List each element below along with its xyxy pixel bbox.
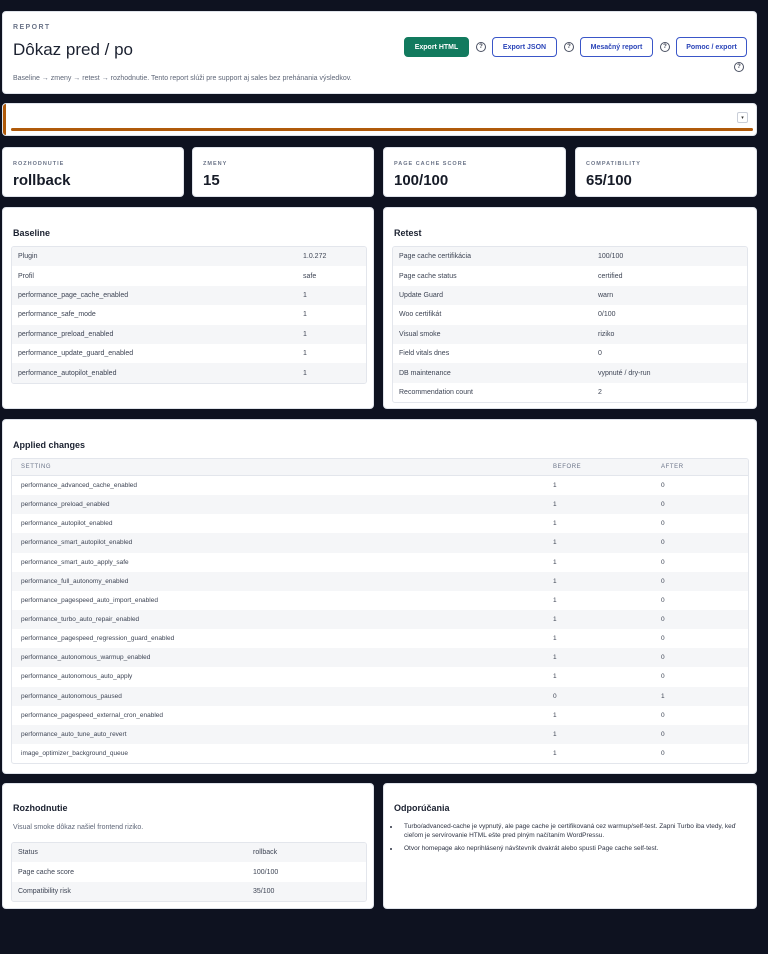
monthly-report-button[interactable]: Mesačný report: [580, 37, 653, 57]
metric-label: PAGE CACHE SCORE: [394, 161, 468, 167]
row-value: warn: [598, 291, 614, 299]
cell-after: 1: [661, 692, 665, 700]
table-row: [393, 266, 747, 285]
export-json-button[interactable]: Export JSON: [492, 37, 557, 57]
report-header: [2, 11, 757, 94]
cell-before: 1: [553, 654, 557, 662]
changes-table: [11, 458, 749, 764]
cell-after: 0: [661, 654, 665, 662]
row-value: 1: [303, 369, 307, 377]
cell-before: 1: [553, 596, 557, 604]
row-value: vypnuté / dry-run: [598, 369, 651, 377]
decision-table: [11, 842, 367, 902]
table-row: [12, 363, 366, 382]
table-row: [12, 744, 748, 763]
chevron-down-icon[interactable]: ▾: [737, 112, 748, 123]
row-value: 1: [303, 330, 307, 338]
cell-setting: performance_autopilot_enabled: [21, 520, 113, 528]
cell-setting: image_optimizer_background_queue: [21, 749, 128, 757]
row-key: Page cache certifikácia: [399, 253, 471, 261]
cell-setting: performance_advanced_cache_enabled: [21, 482, 138, 489]
metric-card-changes: [192, 147, 374, 197]
page-subtitle: Baseline → zmeny → retest → rozhodnutie. Tento report slúži pre support aj sales bez prehánania výsledkov.: [13, 75, 352, 82]
table-row: [12, 725, 748, 744]
table-row: [12, 610, 748, 629]
row-key: performance_update_guard_enabled: [18, 350, 134, 358]
table-row: [12, 286, 366, 305]
table-row: [12, 495, 748, 514]
cell-before: 1: [553, 749, 557, 757]
report-kicker: REPORT: [13, 24, 51, 31]
help-icon[interactable]: ?: [476, 42, 486, 52]
table-row: [12, 572, 748, 591]
cell-after: 0: [661, 635, 665, 643]
row-value: safe: [303, 272, 317, 280]
metric-value: rollback: [13, 172, 71, 189]
row-value: 1.0.272: [303, 253, 327, 261]
row-key: Status: [18, 849, 38, 857]
metric-label: ROZHODNUTIE: [13, 161, 65, 167]
changes-body: [12, 476, 748, 763]
cell-after: 0: [661, 711, 665, 719]
table-row: [12, 843, 366, 862]
table-row: [12, 591, 748, 610]
table-row: [393, 344, 747, 363]
panel-title: Rozhodnutie: [13, 803, 68, 813]
row-key: Field vitals dnes: [399, 350, 450, 358]
table-row: [393, 325, 747, 344]
cell-setting: performance_smart_auto_apply_safe: [21, 558, 129, 566]
metric-card-decision: [2, 147, 184, 197]
cell-after: 0: [661, 596, 665, 604]
panel-title: Applied changes: [13, 440, 86, 450]
cell-setting: performance_pagespeed_regression_guard_enabled: [21, 635, 175, 643]
metric-value: 65/100: [586, 172, 632, 189]
cell-setting: performance_autonomous_auto_apply: [21, 673, 133, 681]
table-header: [12, 459, 748, 476]
row-value: 1: [303, 311, 307, 319]
row-key: Recommendation count: [399, 388, 473, 396]
column-header-setting: SETTING: [21, 464, 52, 470]
cell-setting: performance_auto_tune_auto_revert: [21, 730, 127, 738]
row-key: Profil: [18, 272, 34, 280]
row-value: rollback: [253, 849, 278, 857]
cell-setting: performance_autonomous_warmup_enabled: [21, 654, 151, 662]
table-row: [12, 266, 366, 285]
row-key: performance_safe_mode: [18, 311, 96, 319]
cell-setting: performance_pagespeed_external_cron_enabled: [21, 711, 164, 719]
cell-after: 0: [661, 520, 665, 528]
row-value: 100/100: [598, 253, 624, 261]
cell-before: 0: [553, 692, 557, 700]
cell-setting: performance_turbo_auto_repair_enabled: [21, 615, 140, 623]
table-row: [12, 305, 366, 324]
panel-title: Baseline: [13, 228, 51, 238]
help-icon[interactable]: ?: [734, 62, 744, 72]
cell-before: 1: [553, 635, 557, 643]
table-row: [12, 476, 748, 495]
table-row: [12, 533, 748, 552]
export-html-button[interactable]: Export HTML: [404, 37, 469, 57]
help-icon[interactable]: ?: [660, 42, 670, 52]
table-row: [12, 247, 366, 266]
row-key: Compatibility risk: [18, 887, 71, 895]
panel-title: Odporúčania: [394, 803, 450, 813]
cell-before: 1: [553, 711, 557, 719]
help-export-button[interactable]: Pomoc / export: [676, 37, 747, 57]
baseline-panel: [2, 207, 374, 409]
metric-value: 15: [203, 172, 220, 189]
help-icon[interactable]: ?: [564, 42, 574, 52]
row-value: 35/100: [253, 887, 275, 895]
table-row: [393, 363, 747, 382]
cell-after: 0: [661, 558, 665, 566]
list-item: • Otvor homepage ako neprihlásený návštevník dvakrát alebo spusti Page cache self-test.: [400, 844, 755, 853]
table-row: [393, 305, 747, 324]
cell-before: 1: [553, 615, 557, 623]
retest-panel: [383, 207, 757, 409]
metric-label: COMPATIBILITY: [586, 161, 641, 167]
row-key: Page cache status: [399, 272, 457, 280]
cell-before: 1: [553, 673, 557, 681]
table-row: [393, 383, 747, 402]
cell-before: 1: [553, 539, 557, 547]
progress-panel: [2, 103, 757, 136]
cell-before: 1: [553, 730, 557, 738]
column-header-after: AFTER: [661, 464, 684, 470]
list-item: • Turbo/advanced-cache je vypnutý, ale page cache je certifikovaná cez warmup/self-test. Zapni Turbo iba vtedy, keď cieľom je servírovanie HTML ešte pred plným načítaním WordPressu.: [400, 822, 755, 840]
panel-title: Retest: [394, 228, 422, 238]
row-value: 1: [303, 350, 307, 358]
row-value: certified: [598, 272, 623, 280]
row-value: 2: [598, 388, 602, 396]
row-key: performance_preload_enabled: [18, 330, 114, 338]
progress-fill: [11, 128, 753, 131]
cell-setting: performance_preload_enabled: [21, 501, 110, 509]
row-value: riziko: [598, 330, 615, 338]
progress-track: [11, 128, 753, 131]
row-value: 0/100: [598, 311, 616, 319]
cell-setting: performance_full_autonomy_enabled: [21, 577, 129, 585]
cell-setting: performance_autonomous_paused: [21, 692, 122, 700]
cell-after: 0: [661, 539, 665, 547]
decision-note: Visual smoke dôkaz našiel frontend riziko.: [13, 824, 144, 831]
table-row: [393, 247, 747, 266]
cell-before: 1: [553, 482, 557, 489]
table-row: [12, 667, 748, 686]
table-row: [12, 687, 748, 706]
metric-label: ZMENY: [203, 161, 228, 167]
retest-table: [392, 246, 748, 403]
recommendations-list: [400, 822, 755, 857]
row-value: 0: [598, 350, 602, 358]
cell-before: 1: [553, 577, 557, 585]
row-key: performance_autopilot_enabled: [18, 369, 117, 377]
cell-before: 1: [553, 520, 557, 528]
cell-after: 0: [661, 749, 665, 757]
column-header-before: BEFORE: [553, 464, 582, 470]
table-row: [12, 629, 748, 648]
row-key: Update Guard: [399, 291, 443, 299]
row-key: Plugin: [18, 253, 38, 261]
table-row: [12, 648, 748, 667]
cell-after: 0: [661, 577, 665, 585]
metric-card-page-cache: [383, 147, 566, 197]
table-row: [12, 514, 748, 533]
cell-after: 0: [661, 730, 665, 738]
row-value: 100/100: [253, 868, 279, 876]
cell-after: 0: [661, 501, 665, 509]
page-title: Dôkaz pred / po: [13, 40, 134, 59]
metric-card-compatibility: [575, 147, 757, 197]
cell-setting: performance_pagespeed_auto_import_enabled: [21, 596, 158, 604]
row-key: Visual smoke: [399, 330, 441, 338]
decision-panel: [2, 783, 374, 909]
cell-setting: performance_smart_autopilot_enabled: [21, 539, 133, 547]
cell-before: 1: [553, 558, 557, 566]
accent-strip: [3, 104, 6, 136]
table-row: [12, 553, 748, 572]
cell-after: 0: [661, 673, 665, 681]
applied-changes-panel: [2, 419, 757, 774]
table-row: [12, 882, 366, 901]
baseline-table: [11, 246, 367, 384]
table-row: [12, 344, 366, 363]
recommendations-panel: [383, 783, 757, 909]
table-row: [12, 862, 366, 881]
metric-value: 100/100: [394, 172, 449, 189]
table-row: [12, 325, 366, 344]
row-key: performance_page_cache_enabled: [18, 291, 129, 299]
cell-before: 1: [553, 501, 557, 509]
table-row: [393, 286, 747, 305]
table-row: [12, 706, 748, 725]
row-key: DB maintenance: [399, 369, 451, 377]
row-key: Page cache score: [18, 868, 75, 876]
cell-after: 0: [661, 482, 665, 489]
cell-after: 0: [661, 615, 665, 623]
row-value: 1: [303, 291, 307, 299]
row-key: Woo certifikát: [399, 311, 442, 319]
